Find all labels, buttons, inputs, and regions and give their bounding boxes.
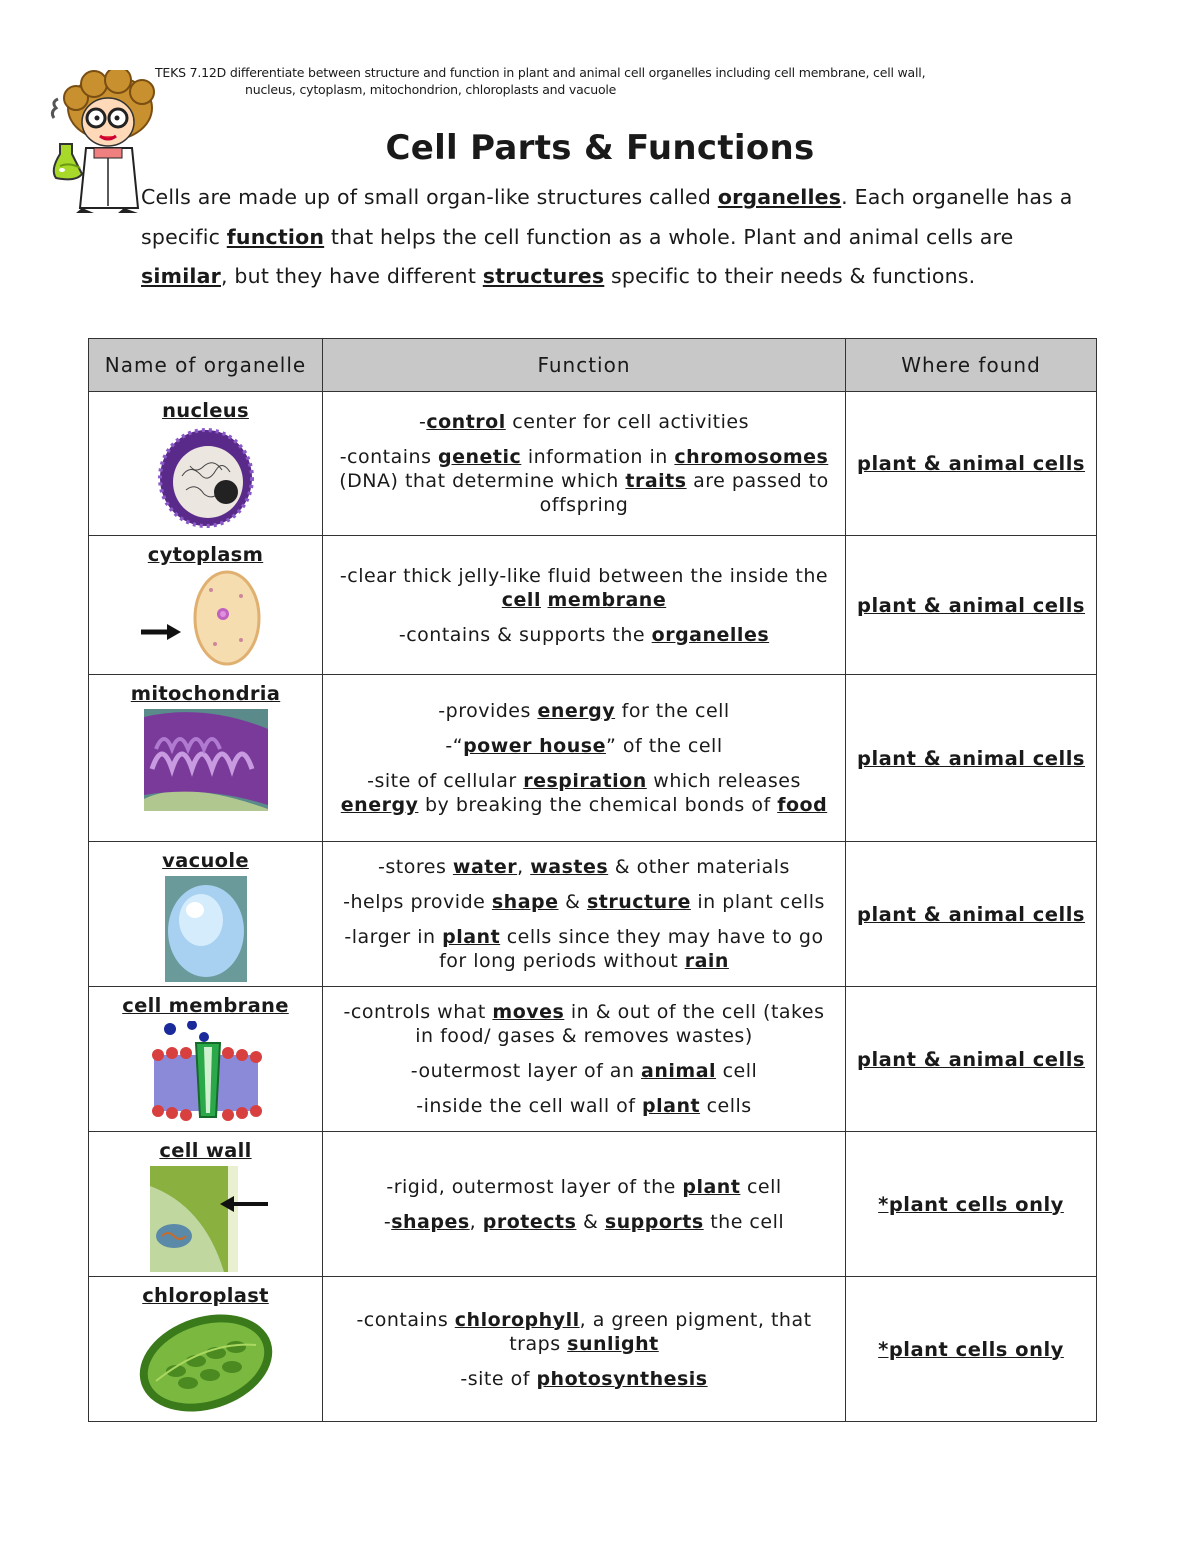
- keyword-structures: structures: [482, 264, 605, 288]
- table-row: [89, 392, 1097, 536]
- function-line: -clear thick jelly-like fluid between the inside the cell membrane: [339, 564, 829, 611]
- organelle-name: chloroplast: [142, 1284, 269, 1307]
- organelle-name-cell: [89, 1277, 323, 1422]
- where-found-cell: *plant cells only: [846, 1277, 1097, 1422]
- function-line: -larger in plant cells since they may have to go for long periods without rain: [344, 926, 824, 972]
- nucleus-illustration-icon: [89, 426, 322, 534]
- function-line: -helps provide shape & structure in plant cells: [343, 891, 825, 913]
- where-found-cell: plant & animal cells: [846, 536, 1097, 675]
- organelle-name: mitochondria: [130, 682, 281, 705]
- organelle-name-cell: [89, 842, 323, 987]
- intro-paragraph: Cells are made up of small organ-like structures called organelles. Each organelle has a specific function that helps the cell function as a whole. Plant and animal cells are similar, but they have different structures specific to their needs & functions.: [141, 185, 1073, 288]
- teks-standard: [155, 64, 1115, 98]
- where-found-cell: *plant cells only: [846, 1132, 1097, 1277]
- organelle-name-cell: [89, 536, 323, 675]
- where-found-cell: plant & animal cells: [846, 675, 1097, 842]
- keyword-similar: similar: [141, 264, 221, 288]
- function-cell: [323, 1132, 846, 1277]
- keyword-function: function: [226, 224, 325, 249]
- function-line: -inside the cell wall of plant cells: [416, 1095, 752, 1117]
- table-row: [89, 1132, 1097, 1277]
- function-line: -contains chlorophyll, a green pigment, that traps sunlight: [356, 1308, 812, 1355]
- organelle-name: nucleus: [162, 399, 249, 422]
- keyword-organelles: organelles: [717, 185, 842, 209]
- function-cell: [323, 842, 846, 987]
- function-line: -provides energy for the cell: [438, 700, 730, 722]
- function-line: -rigid, outermost layer of the plant cell: [386, 1175, 782, 1198]
- organelle-name-cell: [89, 675, 323, 842]
- organelle-table: [88, 338, 1097, 1422]
- chloroplast-illustration-icon: [89, 1311, 322, 1419]
- function-line: -contains & supports the organelles: [398, 623, 770, 646]
- function-cell: [323, 536, 846, 675]
- cell-wall-illustration-icon: [89, 1166, 322, 1276]
- organelle-name: vacuole: [162, 849, 249, 872]
- where-found-cell: plant & animal cells: [846, 987, 1097, 1132]
- function-cell: [323, 987, 846, 1132]
- organelle-name-cell: [89, 1132, 323, 1277]
- function-line: -control center for cell activities: [419, 411, 749, 433]
- page-title: Cell Parts & Functions: [385, 128, 815, 168]
- organelle-name: cytoplasm: [147, 543, 264, 566]
- function-line: -site of photosynthesis: [460, 1367, 708, 1390]
- where-found-cell: plant & animal cells: [846, 392, 1097, 536]
- table-row: [89, 536, 1097, 675]
- header-name: Name of organelle: [89, 339, 323, 392]
- table-header-row: [89, 339, 1097, 392]
- function-cell: [323, 392, 846, 536]
- teks-line-2: nucleus, cytoplasm, mitochondrion, chloroplasts and vacuole: [245, 82, 617, 97]
- where-found-cell: plant & animal cells: [846, 842, 1097, 987]
- table-row: [89, 842, 1097, 987]
- cytoplasm-illustration-icon: [89, 570, 322, 670]
- organelle-name: cell membrane: [122, 994, 289, 1017]
- organelle-name-cell: [89, 392, 323, 536]
- table-row: [89, 1277, 1097, 1422]
- function-line: -controls what moves in & out of the cell (takes in food/ gases & removes wastes): [343, 1001, 825, 1047]
- organelle-name: cell wall: [159, 1139, 252, 1162]
- organelle-name-cell: [89, 987, 323, 1132]
- table-row: [89, 675, 1097, 842]
- function-line: -“power house” of the cell: [445, 735, 723, 757]
- function-cell: [323, 1277, 846, 1422]
- function-line: -site of cellular respiration which releases energy by breaking the chemical bonds of food: [340, 770, 828, 816]
- mitochondria-illustration-icon: [89, 709, 322, 815]
- function-line: -outermost layer of an animal cell: [410, 1060, 758, 1082]
- function-line: -contains genetic information in chromosomes (DNA) that determine which traits are passed to offspring: [339, 446, 829, 516]
- header-where-found: Where found: [846, 339, 1097, 392]
- vacuole-illustration-icon: [89, 876, 322, 986]
- cell-membrane-illustration-icon: [89, 1021, 322, 1129]
- header-function: Function: [323, 339, 846, 392]
- function-line: -shapes, protects & supports the cell: [383, 1210, 785, 1233]
- function-cell: [323, 675, 846, 842]
- function-line: -stores water, wastes & other materials: [378, 856, 790, 878]
- teks-line-1: TEKS 7.12D differentiate between structure and function in plant and animal cell organelles including cell membrane, cell wall,: [155, 65, 926, 80]
- table-row: [89, 987, 1097, 1132]
